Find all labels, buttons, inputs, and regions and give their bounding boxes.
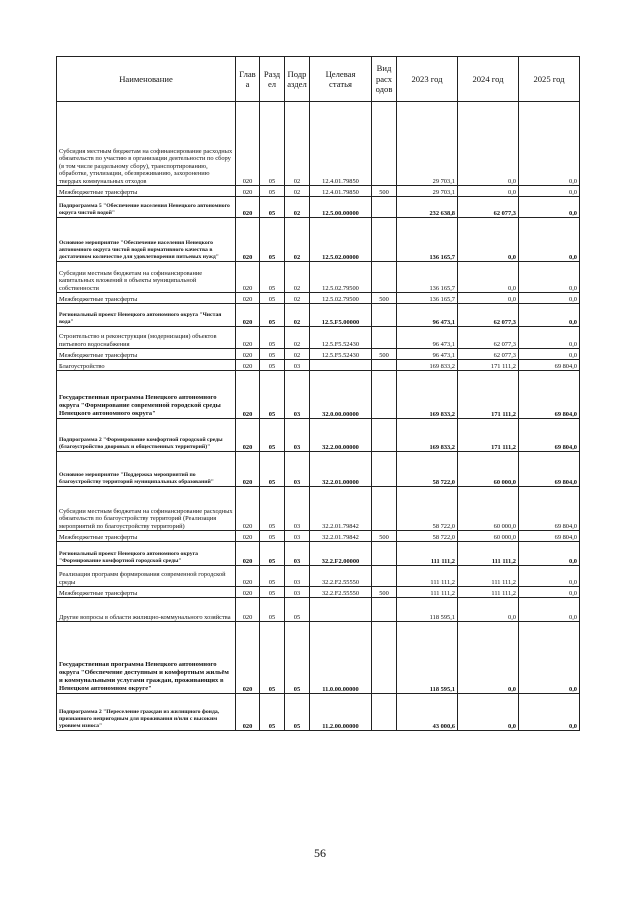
row-vid — [372, 452, 397, 487]
row-name: Государственная программа Ненецкого автономного округа "Формирование современной городской среды Ненецкого автономного округа" — [57, 371, 236, 419]
row-amount-2025: 0,0 — [519, 262, 580, 293]
row-amount-2024: 171 111,2 — [458, 419, 519, 452]
row-amount-2024: 62 077,3 — [458, 349, 519, 360]
row-name: Межбюджетные трансферты — [57, 293, 236, 304]
row-amount-2024: 60 000,0 — [458, 452, 519, 487]
row-target: 12.5.00.00000 — [310, 197, 372, 218]
row-amount-2023: 96 473,1 — [397, 327, 458, 349]
row-amount-2023: 169 833,2 — [397, 360, 458, 371]
table-row — [57, 419, 580, 452]
row-razdel: 05 — [260, 419, 285, 452]
row-amount-2024: 111 111,2 — [458, 542, 519, 566]
row-podrazdel: 05 — [285, 598, 310, 622]
row-glava: 020 — [236, 622, 260, 694]
row-vid: 500 — [372, 293, 397, 304]
row-podrazdel: 03 — [285, 531, 310, 542]
row-name: Подпрограмма 5 "Обеспечение населения Ненецкого автономного округа чистой водой" — [57, 197, 236, 218]
table-row — [57, 349, 580, 360]
row-amount-2024: 0,0 — [458, 622, 519, 694]
row-vid — [372, 566, 397, 587]
row-podrazdel: 03 — [285, 371, 310, 419]
row-name: Субсидии местным бюджетам на софинансирование капитальных вложений в объекты муниципальной собственности — [57, 262, 236, 293]
row-target: 12.5.02.79500 — [310, 262, 372, 293]
row-amount-2025: 0,0 — [519, 542, 580, 566]
row-target: 32.2.F2.00000 — [310, 542, 372, 566]
row-podrazdel: 03 — [285, 587, 310, 598]
row-podrazdel: 02 — [285, 102, 310, 186]
row-amount-2023: 29 703,1 — [397, 102, 458, 186]
table-row — [57, 542, 580, 566]
row-razdel: 05 — [260, 531, 285, 542]
table-row — [57, 327, 580, 349]
row-name: Другие вопросы в области жилищно-коммунального хозяйства — [57, 598, 236, 622]
row-vid — [372, 371, 397, 419]
table-row — [57, 587, 580, 598]
row-glava: 020 — [236, 531, 260, 542]
row-target: 12.5.F5.00000 — [310, 304, 372, 327]
row-amount-2025: 69 804,0 — [519, 419, 580, 452]
table-row — [57, 452, 580, 487]
row-vid — [372, 542, 397, 566]
row-target: 12.5.F5.52430 — [310, 349, 372, 360]
row-amount-2025: 0,0 — [519, 186, 580, 197]
row-vid: 500 — [372, 531, 397, 542]
table-row — [57, 218, 580, 262]
row-podrazdel: 05 — [285, 622, 310, 694]
table-row — [57, 371, 580, 419]
header-vid: Вид расх одов — [372, 57, 397, 102]
row-amount-2025: 0,0 — [519, 218, 580, 262]
row-amount-2023: 232 638,8 — [397, 197, 458, 218]
row-amount-2025: 69 804,0 — [519, 371, 580, 419]
row-podrazdel: 02 — [285, 293, 310, 304]
row-amount-2024: 0,0 — [458, 186, 519, 197]
row-razdel: 05 — [260, 622, 285, 694]
row-amount-2023: 29 703,1 — [397, 186, 458, 197]
row-name: Межбюджетные трансферты — [57, 587, 236, 598]
row-amount-2024: 171 111,2 — [458, 360, 519, 371]
row-amount-2023: 136 165,7 — [397, 293, 458, 304]
row-amount-2024: 171 111,2 — [458, 371, 519, 419]
row-target: 12.5.02.00000 — [310, 218, 372, 262]
row-amount-2025: 0,0 — [519, 327, 580, 349]
header-target: Целевая статья — [310, 57, 372, 102]
row-razdel: 05 — [260, 587, 285, 598]
row-name: Межбюджетные трансферты — [57, 531, 236, 542]
row-vid — [372, 197, 397, 218]
row-glava: 020 — [236, 186, 260, 197]
table-header-row — [57, 57, 580, 102]
row-vid — [372, 694, 397, 731]
row-amount-2025: 69 804,0 — [519, 487, 580, 531]
row-razdel: 05 — [260, 360, 285, 371]
row-podrazdel: 03 — [285, 566, 310, 587]
row-vid — [372, 102, 397, 186]
row-amount-2023: 111 111,2 — [397, 542, 458, 566]
row-vid — [372, 262, 397, 293]
row-razdel: 05 — [260, 452, 285, 487]
header-2025: 2025 год — [519, 57, 580, 102]
row-amount-2023: 58 722,0 — [397, 531, 458, 542]
row-glava: 020 — [236, 197, 260, 218]
row-vid — [372, 304, 397, 327]
row-target: 32.2.01.79842 — [310, 487, 372, 531]
row-name: Региональный проект Ненецкого автономного округа "Чистая вода" — [57, 304, 236, 327]
row-razdel: 05 — [260, 327, 285, 349]
row-amount-2024: 60 000,0 — [458, 487, 519, 531]
row-amount-2024: 0,0 — [458, 262, 519, 293]
row-glava: 020 — [236, 542, 260, 566]
row-amount-2025: 0,0 — [519, 102, 580, 186]
row-razdel: 05 — [260, 197, 285, 218]
row-amount-2023: 118 595,1 — [397, 622, 458, 694]
row-target: 32.2.F2.55550 — [310, 566, 372, 587]
row-amount-2023: 169 833,2 — [397, 419, 458, 452]
row-target: 12.5.02.79500 — [310, 293, 372, 304]
row-amount-2025: 0,0 — [519, 622, 580, 694]
row-glava: 020 — [236, 262, 260, 293]
row-vid: 500 — [372, 587, 397, 598]
row-razdel: 05 — [260, 371, 285, 419]
row-amount-2023: 58 722,0 — [397, 452, 458, 487]
row-amount-2023: 111 111,2 — [397, 566, 458, 587]
header-glava: Глав а — [236, 57, 260, 102]
row-target: 11.0.00.00000 — [310, 622, 372, 694]
table-body — [57, 102, 580, 731]
row-glava: 020 — [236, 598, 260, 622]
row-amount-2023: 169 833,2 — [397, 371, 458, 419]
row-amount-2025: 0,0 — [519, 598, 580, 622]
row-target: 12.5.F5.52430 — [310, 327, 372, 349]
row-amount-2023: 136 165,7 — [397, 218, 458, 262]
table-row — [57, 360, 580, 371]
row-razdel: 05 — [260, 262, 285, 293]
row-razdel: 05 — [260, 186, 285, 197]
row-amount-2024: 111 111,2 — [458, 566, 519, 587]
row-amount-2024: 62 077,3 — [458, 327, 519, 349]
page-number: 56 — [314, 846, 326, 860]
table-row — [57, 694, 580, 731]
row-razdel: 05 — [260, 102, 285, 186]
row-name: Благоустройство — [57, 360, 236, 371]
row-razdel: 05 — [260, 293, 285, 304]
row-name: Региональный проект Ненецкого автономного округа "Формирование комфортной городской среды" — [57, 542, 236, 566]
row-vid: 500 — [372, 349, 397, 360]
row-amount-2023: 96 473,1 — [397, 304, 458, 327]
row-name: Строительство и реконструкция (модернизация) объектов питьевого водоснабжения — [57, 327, 236, 349]
row-target — [310, 598, 372, 622]
header-podrazdel: Подр аздел — [285, 57, 310, 102]
row-amount-2024: 0,0 — [458, 598, 519, 622]
row-vid: 500 — [372, 186, 397, 197]
table-row — [57, 102, 580, 186]
row-name: Основное мероприятие "Обеспечение населения Ненецкого автономного округа чистой водой нормативного качества в достаточном количестве для удовлетворения питьевых нужд" — [57, 218, 236, 262]
header-2023: 2023 год — [397, 57, 458, 102]
row-amount-2025: 69 804,0 — [519, 360, 580, 371]
header-2024: 2024 год — [458, 57, 519, 102]
row-target: 32.2.01.00000 — [310, 452, 372, 487]
table-row — [57, 487, 580, 531]
row-amount-2023: 111 111,2 — [397, 587, 458, 598]
row-razdel: 05 — [260, 218, 285, 262]
row-glava: 020 — [236, 293, 260, 304]
row-glava: 020 — [236, 694, 260, 731]
table-row — [57, 293, 580, 304]
row-podrazdel: 03 — [285, 419, 310, 452]
row-glava: 020 — [236, 218, 260, 262]
row-name: Субсидии местным бюджетам на софинансирование расходных обязательств по благоустройству территорий (Реализация мероприятий по благоустройству территорий) — [57, 487, 236, 531]
row-amount-2023: 43 000,6 — [397, 694, 458, 731]
row-glava: 020 — [236, 349, 260, 360]
row-target: 11.2.00.00000 — [310, 694, 372, 731]
row-amount-2024: 0,0 — [458, 694, 519, 731]
row-vid — [372, 598, 397, 622]
row-amount-2024: 111 111,2 — [458, 587, 519, 598]
row-glava: 020 — [236, 327, 260, 349]
budget-table — [56, 56, 580, 731]
row-vid — [372, 360, 397, 371]
row-amount-2024: 0,0 — [458, 102, 519, 186]
row-vid — [372, 487, 397, 531]
row-target: 32.2.01.79842 — [310, 531, 372, 542]
row-amount-2025: 0,0 — [519, 587, 580, 598]
row-amount-2025: 0,0 — [519, 349, 580, 360]
row-podrazdel: 02 — [285, 262, 310, 293]
table-row — [57, 262, 580, 293]
row-podrazdel: 03 — [285, 452, 310, 487]
row-glava: 020 — [236, 452, 260, 487]
row-glava: 020 — [236, 102, 260, 186]
row-amount-2025: 69 804,0 — [519, 531, 580, 542]
row-target: 32.2.00.00000 — [310, 419, 372, 452]
table-row — [57, 622, 580, 694]
row-name: Реализация программ формирования современной городской среды — [57, 566, 236, 587]
row-glava: 020 — [236, 419, 260, 452]
row-podrazdel: 02 — [285, 304, 310, 327]
row-vid — [372, 218, 397, 262]
row-amount-2024: 62 077,3 — [458, 304, 519, 327]
table-row — [57, 598, 580, 622]
row-podrazdel: 02 — [285, 218, 310, 262]
row-razdel: 05 — [260, 694, 285, 731]
row-razdel: 05 — [260, 304, 285, 327]
row-glava: 020 — [236, 360, 260, 371]
row-target: 12.4.01.79850 — [310, 186, 372, 197]
row-glava: 020 — [236, 487, 260, 531]
row-target: 12.4.01.79850 — [310, 102, 372, 186]
table-row — [57, 566, 580, 587]
row-podrazdel: 03 — [285, 487, 310, 531]
row-glava: 020 — [236, 371, 260, 419]
row-target: 32.0.00.00000 — [310, 371, 372, 419]
row-razdel: 05 — [260, 487, 285, 531]
row-razdel: 05 — [260, 349, 285, 360]
row-razdel: 05 — [260, 598, 285, 622]
row-amount-2024: 0,0 — [458, 218, 519, 262]
row-name: Межбюджетные трансферты — [57, 349, 236, 360]
row-podrazdel: 02 — [285, 327, 310, 349]
row-name: Субсидия местным бюджетам на софинансирование расходных обязательств по участию в организации деятельности по сбору (в том числе раздельному сбору), транспортированию, обработке, утилизации, обезвреживанию, захоронению твердых коммунальных отходов — [57, 102, 236, 186]
row-name: Подпрограмма 2 "Формирование комфортной городской среды (благоустройство дворовых и общественных территорий)" — [57, 419, 236, 452]
row-glava: 020 — [236, 304, 260, 327]
row-target — [310, 360, 372, 371]
row-amount-2023: 118 595,1 — [397, 598, 458, 622]
header-name: Наименование — [57, 57, 236, 102]
row-amount-2025: 0,0 — [519, 293, 580, 304]
row-glava: 020 — [236, 587, 260, 598]
row-amount-2024: 62 077,3 — [458, 197, 519, 218]
row-razdel: 05 — [260, 542, 285, 566]
row-target: 32.2.F2.55550 — [310, 587, 372, 598]
row-podrazdel: 05 — [285, 694, 310, 731]
row-podrazdel: 02 — [285, 197, 310, 218]
row-podrazdel: 03 — [285, 360, 310, 371]
row-vid — [372, 419, 397, 452]
row-podrazdel: 02 — [285, 349, 310, 360]
row-glava: 020 — [236, 566, 260, 587]
row-name: Государственная программа Ненецкого автономного округа "Обеспечение доступным и комфортным жильём и коммунальными услугами граждан, проживающих в Ненецком автономном округе" — [57, 622, 236, 694]
row-vid — [372, 327, 397, 349]
table-row — [57, 186, 580, 197]
row-podrazdel: 02 — [285, 186, 310, 197]
row-amount-2025: 0,0 — [519, 694, 580, 731]
header-razdel: Разд ел — [260, 57, 285, 102]
row-amount-2025: 0,0 — [519, 566, 580, 587]
row-vid — [372, 622, 397, 694]
row-razdel: 05 — [260, 566, 285, 587]
row-amount-2025: 0,0 — [519, 197, 580, 218]
row-amount-2024: 0,0 — [458, 293, 519, 304]
row-amount-2025: 0,0 — [519, 304, 580, 327]
table-row — [57, 531, 580, 542]
row-amount-2023: 136 165,7 — [397, 262, 458, 293]
row-amount-2024: 60 000,0 — [458, 531, 519, 542]
row-name: Межбюджетные трансферты — [57, 186, 236, 197]
table-row — [57, 197, 580, 218]
row-name: Подпрограмма 2 "Переселение граждан из жилищного фонда, признанного непригодным для проживания и/или с высоким уровнем износа" — [57, 694, 236, 731]
row-name: Основное мероприятие "Поддержка мероприятий по благоустройству территорий муниципальных образований" — [57, 452, 236, 487]
row-amount-2023: 96 473,1 — [397, 349, 458, 360]
row-amount-2023: 58 722,0 — [397, 487, 458, 531]
row-amount-2025: 69 804,0 — [519, 452, 580, 487]
table-row — [57, 304, 580, 327]
row-podrazdel: 03 — [285, 542, 310, 566]
